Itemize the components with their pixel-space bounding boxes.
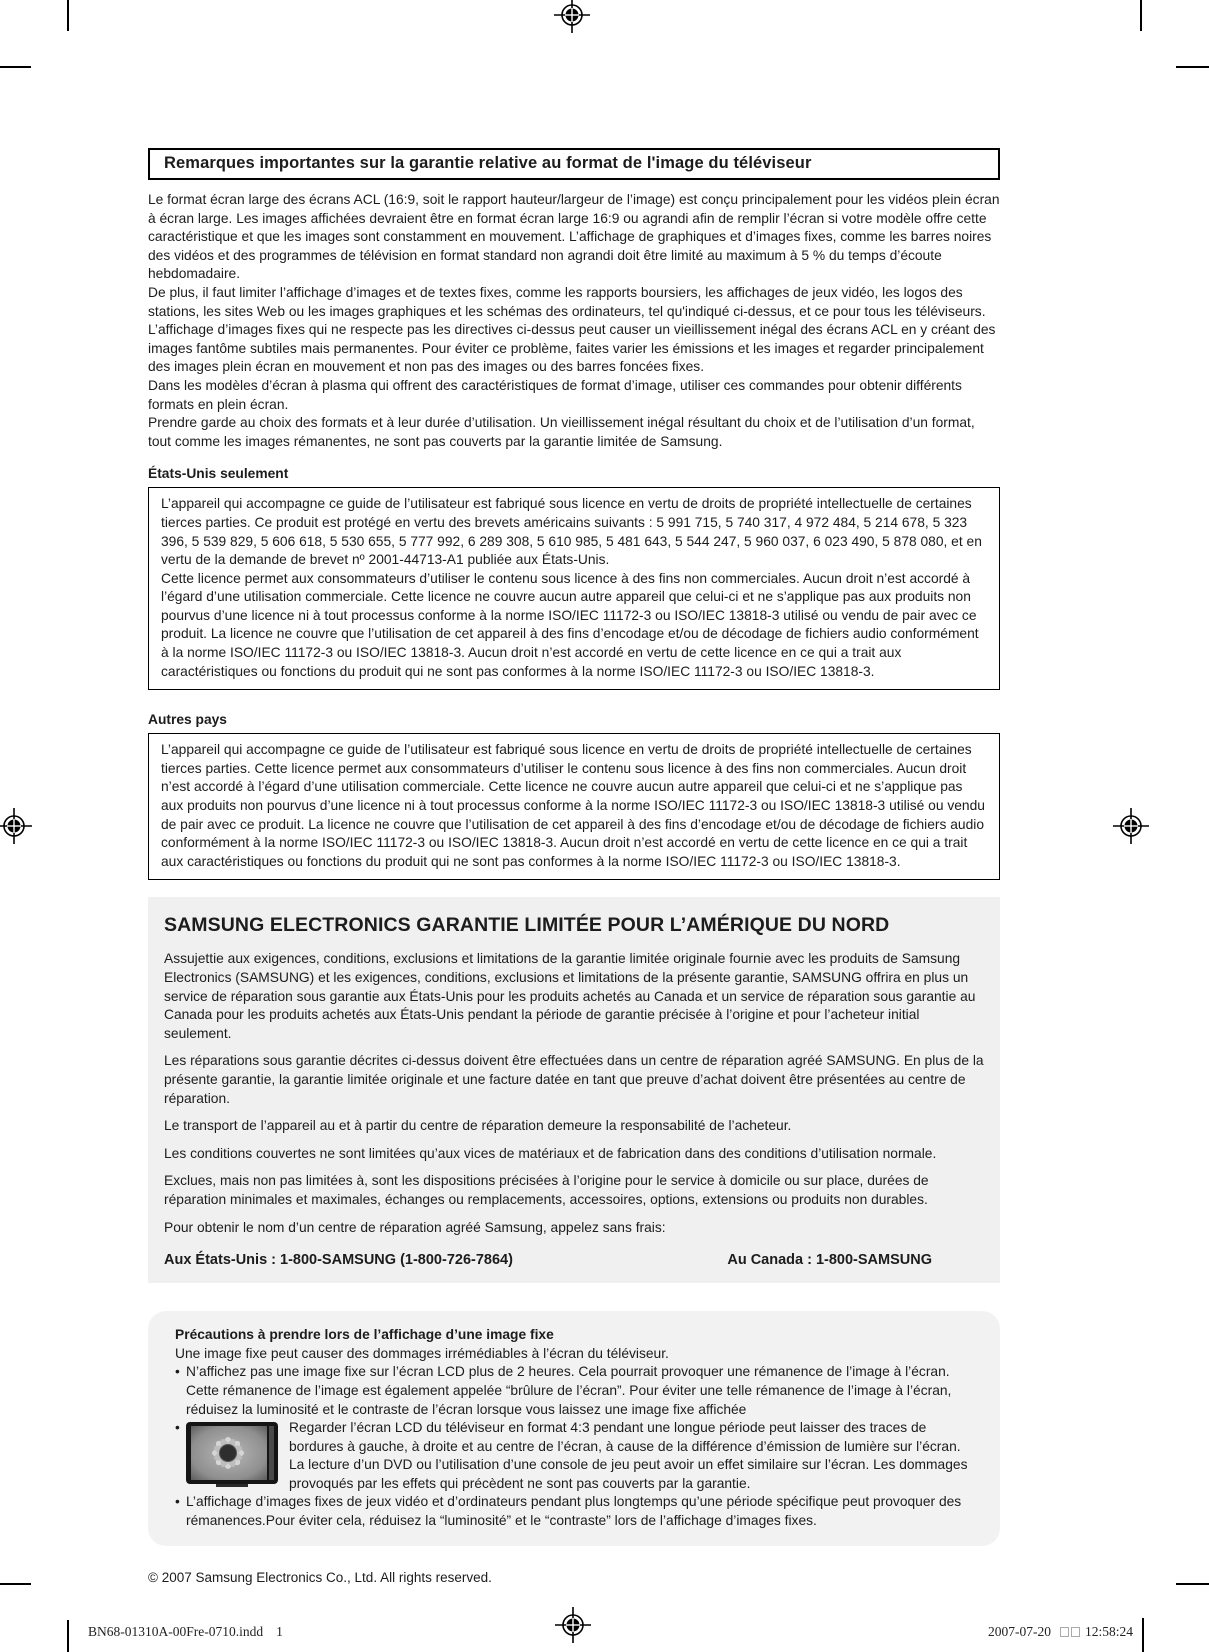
bullet-text: L’affichage d’images fixes de jeux vidéo et d’ordinateurs pendant plus longtemps qu’une période spécifique peut provoquer des rémanences.Pour éviter cela, réduisez la “luminosité” et le “contraste” lors de l’affichage d’images fixes.: [186, 1494, 962, 1529]
warranty-paragraph: Les conditions couvertes ne sont limitées qu’aux vices de matériaux et de fabrication dans des conditions d’utilisation normale.: [164, 1145, 937, 1161]
license-paragraph: Cette licence permet aux consommateurs d’utiliser le contenu sous licence à des fins non commerciales. Aucun droit n’est accordé à l’égard d’une utilisation commerciale. Cette licence ne couvre aucun autre appareil que celui-ci et ne s’applique pas aux produits non pourvus d’une licence ni à tout processus conforme à la norme ISO/IEC 11172-3 ou ISO/IEC 13818-3 utilisé ou vendu de pair avec ce produit. La licence ne couvre que l’utilisation de cet appareil à des fins d’encodage et/ou de décodage de fichiers audio conformément à la norme ISO/IEC 11172-3 ou ISO/IEC 13818-3. Aucun droit n’est accordé en vertu de cette licence en ce qui a trait aux caractéristiques ou fonctions du produit qui ne sont pas conformes à la norme ISO/IEC 11172-3 ou ISO/IEC 13818-3.: [161, 570, 979, 679]
precaution-bullet-item: [175, 1419, 976, 1493]
missing-glyph-box: [1060, 1627, 1069, 1637]
bullet-text: N’affichez pas une image fixe sur l’écran LCD plus de 2 heures. Cela pourrait provoquer une rémanence de l’image à l’écran. Cette rémanence de l’image est également appelée “brûlure de l’écran”. Pour éviter une telle rémanence de l’image à l’écran, réduisez la luminosité et le contraste de l’écran lorsque vous laissez une image fixe affichée: [186, 1364, 952, 1417]
crop-mark-top-right-horizontal: [1176, 66, 1209, 68]
precautions-intro: Une image fixe peut causer des dommages irrémédiables à l’écran du téléviseur.: [175, 1345, 669, 1361]
intro-paragraph: Dans les modèles d’écran à plasma qui offrent des caractéristiques de format d’image, utiliser ces commandes pour obtenir différents formats en plein écran.: [148, 377, 962, 412]
precaution-bullet-item: [175, 1363, 976, 1419]
missing-glyph-box: [1071, 1627, 1080, 1637]
phone-canada: Au Canada : 1-800-SAMSUNG: [727, 1252, 932, 1269]
footer-filename: [88, 1624, 283, 1640]
warranty-section: [148, 897, 1000, 1283]
crop-mark-top-left-horizontal: [0, 66, 31, 68]
bullet-text: Regarder l’écran LCD du téléviseur en format 4:3 pendant une longue période peut laisser des traces de bordures à gauche, à droite et au centre de l’écran, à cause de la différence d’émission de lumière sur l’écran. La lecture d’un DVD ou l’utilisation d’une console de jeu peut avoir un effet similaire sur l’écran. Les dommages provoqués par les effets qui précèdent ne sont pas couverts par la garantie.: [289, 1420, 968, 1491]
intro-paragraph: De plus, il faut limiter l’affichage d’images et de textes fixes, comme les rapports boursiers, les affichages de jeux vidéo, les logos des stations, les sites Web ou les images graphiques et les schémas des ordinateurs, tel qu'indiqué ci-dessus, et ce pour tous les téléviseurs. L’affichage d’images fixes qui ne respecte pas les directives ci-dessus peut causer un vieillissement inégal des écrans ACL en y créant des images fantôme subtiles mais permanentes. Pour éviter ce problème, faites varier les émissions et les images et regarder principalement des images plein écran en mouvement et non pas des images ou des barres foncées fixes.: [148, 284, 996, 375]
footer-time: 12:58:24: [1084, 1624, 1133, 1639]
crop-mark-bottom-right-horizontal: [1176, 1583, 1209, 1585]
footer-timestamp: [988, 1624, 1133, 1640]
license-box-us: [148, 487, 1000, 690]
crop-mark-bottom-right-vertical: [1142, 1618, 1144, 1652]
license-paragraph: L’appareil qui accompagne ce guide de l’utilisateur est fabriqué sous licence en vertu de droits de propriété intellectuelle de certaines tierces parties. Cette licence permet aux consommateurs d’utiliser le contenu sous licence à des fins non commerciales. Aucun droit n’est accordé à l’égard d’une utilisation commerciale. Cette licence ne couvre aucun autre appareil que celui-ci et ne s’applique pas aux produits non pourvus d’une licence ni à tout processus conforme à la norme ISO/IEC 11172-3 ou ISO/IEC 13818-3 utilisé ou vendu de pair avec ce produit. La licence ne couvre que l’utilisation de cet appareil à des fins d’encodage et/ou de décodage de fichiers audio conformément à la norme ISO/IEC 11172-3 ou ISO/IEC 13818-3. Aucun droit n’est accordé en vertu de cette licence en ce qui a trait aux caractéristiques ou fonctions du produit qui ne sont pas conformes à la norme ISO/IEC 11172-3 ou ISO/IEC 13818-3.: [161, 742, 985, 869]
registration-mark-icon: [0, 808, 32, 844]
precaution-bullet-item: [175, 1493, 976, 1530]
warranty-paragraph: Les réparations sous garantie décrites ci-dessus doivent être effectuées dans un centre de réparation agréé SAMSUNG. En plus de la présente garantie, la garantie limitée originale et une facture datée en tant que preuve d’achat doivent être présentées au centre de réparation.: [164, 1053, 984, 1106]
crop-mark-bottom-left-vertical: [67, 1620, 69, 1652]
phone-us: Aux États-Unis : 1-800-SAMSUNG (1-800-726-7864): [164, 1252, 513, 1269]
bullet-marker: •: [175, 1364, 180, 1380]
crop-mark-top-right-vertical: [1140, 0, 1142, 31]
precautions-section: [148, 1311, 1000, 1546]
intro-paragraphs: [148, 191, 1000, 451]
page-content: [148, 148, 1000, 1585]
bullet-marker: •: [175, 1494, 180, 1510]
warranty-heading: SAMSUNG ELECTRONICS GARANTIE LIMITÉE POUR L’AMÉRIQUE DU NORD: [164, 914, 890, 937]
footer-file-text: BN68-01310A-00Fre-0710.indd: [88, 1624, 264, 1639]
warranty-paragraph: Pour obtenir le nom d’un centre de réparation agréé Samsung, appelez sans frais:: [164, 1219, 666, 1235]
warranty-paragraph: Assujettie aux exigences, conditions, exclusions et limitations de la garantie limitée originale fournie avec les produits de Samsung Electronics (SAMSUNG) et les exigences, conditions, exclusions et limitations de la présente garantie, SAMSUNG offrira en plus un service de réparation sous garantie aux États-Unis pour les produits achetés au Canada et un service de réparation sous garantie au Canada pour les produits achetés aux États-Unis pendant la période de garantie précisée à l’origine et pour l’acheteur initial seulement.: [164, 951, 976, 1041]
phone-numbers-row: [164, 1252, 984, 1268]
warranty-paragraph: Le transport de l’appareil au et à partir du centre de réparation demeure la responsabilité de l’acheteur.: [164, 1118, 792, 1134]
copyright-line: © 2007 Samsung Electronics Co., Ltd. All rights reserved.: [148, 1569, 492, 1585]
section-heading-other-countries: Autres pays: [148, 712, 227, 728]
precautions-heading: Précautions à prendre lors de l’affichage d’une image fixe: [175, 1327, 554, 1343]
registration-mark-icon: [1113, 808, 1149, 844]
registration-mark-icon: [554, 0, 590, 33]
intro-paragraph: Prendre garde au choix des formats et à leur durée d’utilisation. Un vieillissement inégal résultant du choix et de l’utilisation d’un format, tout comme les images rémanentes, ne sont pas couverts par la garantie limitée de Samsung.: [148, 415, 975, 449]
bullet-marker: •: [175, 1420, 180, 1436]
warranty-paragraph: Exclues, mais non pas limitées à, sont les dispositions précisées à l’origine pour le service à domicile ou sur place, durées de réparation minimales et maximales, échanges ou remplacements, accessoires, options, extensions ou produits non durables.: [164, 1173, 929, 1207]
license-box-other-countries: [148, 733, 1000, 880]
footer-page-number: 1: [276, 1624, 283, 1639]
crop-mark-bottom-left-horizontal: [0, 1583, 31, 1585]
tv-4-3-screen-illustration: [186, 1422, 278, 1488]
registration-mark-icon: [555, 1607, 591, 1643]
page-title: Remarques importantes sur la garantie relative au format de l'image du téléviseur: [148, 148, 1000, 180]
intro-paragraph: Le format écran large des écrans ACL (16:9, soit le rapport hauteur/largeur de l’image) est conçu principalement pour les vidéos plein écran à écran large. Les images affichées devraient être en format écran large 16:9 ou agrandi afin de remplir l’écran si votre modèle offre cette caractéristique et que les images sont constamment en mouvement. L’affichage de graphiques et d’images fixes, comme les barres noires des vidéos et des programmes de télévision en format standard non agrandi doit être limité au maximum à 5 % du temps d’écoute hebdomadaire.: [148, 192, 1000, 282]
section-heading-us: États-Unis seulement: [148, 466, 289, 482]
footer-date: 2007-07-20: [987, 1624, 1051, 1639]
license-paragraph: L’appareil qui accompagne ce guide de l’utilisateur est fabriqué sous licence en vertu de droits de propriété intellectuelle de certaines tierces parties. Ce produit est protégé en vertu des brevets américains suivants : 5 991 715, 5 740 317, 4 972 484, 5 214 678, 5 323 396, 5 539 829, 5 606 618, 5 530 655, 5 777 992, 6 289 308, 5 610 985, 5 481 643, 5 544 247, 5 960 037, 6 023 490, 5 878 080, et en vertu de la demande de brevet nº 2001-44713-A1 publiée aux États-Unis.: [161, 496, 982, 568]
crop-mark-top-left-vertical: [67, 0, 69, 31]
